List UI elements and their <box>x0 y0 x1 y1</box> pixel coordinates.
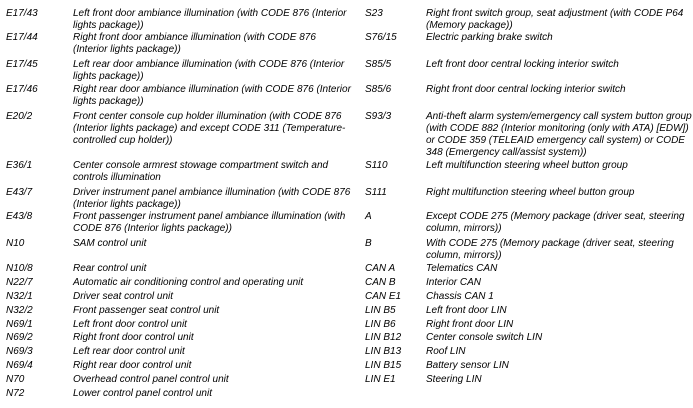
legend-code: E17/45 <box>6 59 38 70</box>
legend-code: E20/2 <box>6 111 33 122</box>
legend-description: Chassis CAN 1 <box>426 291 494 302</box>
legend-code: S23 <box>365 8 383 19</box>
legend-description: Right front door control unit <box>73 332 194 343</box>
legend-description: Lower control panel control unit <box>73 388 212 399</box>
legend-description: Steering LIN <box>426 374 482 385</box>
legend-code: CAN E1 <box>365 291 402 302</box>
legend-description: Left front door LIN <box>426 305 507 316</box>
legend-code: S111 <box>365 187 387 198</box>
legend-description: Driver instrument panel ambiance illumination (with CODE 876 (Interior lights package)) <box>73 187 351 210</box>
legend-description: Front center console cup holder illumination (with CODE 876 (Interior lights package) and except CODE 311 (Temperature-controlled cup holder)) <box>73 111 346 146</box>
legend-code: E43/7 <box>6 187 33 198</box>
legend-code: N69/2 <box>6 332 33 343</box>
legend-code: S85/6 <box>365 84 392 95</box>
legend-code: S93/3 <box>365 111 392 122</box>
legend-code: N32/2 <box>6 305 33 316</box>
legend-description: Right multifunction steering wheel button group <box>426 187 635 198</box>
legend-description: Left front door central locking interior switch <box>426 59 619 70</box>
legend-code: N10 <box>6 238 25 249</box>
legend-code: E17/46 <box>6 84 38 95</box>
legend-description: Right front door LIN <box>426 319 514 330</box>
legend-description: Anti-theft alarm system/emergency call system button group (with CODE 882 (Interior monitoring (only with ATA) [EDW]) or CODE 359 (TELEAID emergency call system) or CODE 348 (Emergency call/assist system)) <box>426 111 692 158</box>
legend-description: Rear control unit <box>73 263 147 274</box>
legend-code: CAN A <box>365 263 396 274</box>
legend-code: LIN B6 <box>365 319 396 330</box>
legend-code: LIN B15 <box>365 360 402 371</box>
legend-code: LIN B13 <box>365 346 402 357</box>
legend-description: Right front door ambiance illumination (with CODE 876 (Interior lights package)) <box>73 32 316 55</box>
legend-code: N72 <box>6 388 25 399</box>
legend-description: Right front door central locking interior switch <box>426 84 626 95</box>
legend-description: Automatic air conditioning control and operating unit <box>73 277 304 288</box>
legend-description: Right rear door ambiance illumination (with CODE 876 (Interior lights package)) <box>73 84 351 107</box>
legend-code: E17/44 <box>6 32 38 43</box>
legend-code: N69/4 <box>6 360 33 371</box>
legend-description: Right rear door control unit <box>73 360 192 371</box>
legend-code: B <box>365 238 372 249</box>
legend-description: SAM control unit <box>73 238 147 249</box>
legend-description: Center console armrest stowage compartment switch and controls illumination <box>73 160 329 183</box>
legend-description: Left front door ambiance illumination (with CODE 876 (Interior lights package)) <box>73 8 347 31</box>
legend-description: Front passenger instrument panel ambiance illumination (with CODE 876 (Interior lights package)) <box>73 211 346 234</box>
legend-description: Center console switch LIN <box>426 332 543 343</box>
legend-code: S110 <box>365 160 388 171</box>
legend-code: LIN B5 <box>365 305 396 316</box>
legend-code: N32/1 <box>6 291 33 302</box>
legend-code: LIN E1 <box>365 374 396 385</box>
legend-code: S85/5 <box>365 59 392 70</box>
legend-description: Telematics CAN <box>426 263 498 274</box>
legend-code: E43/8 <box>6 211 33 222</box>
legend-description: Left multifunction steering wheel button group <box>426 160 628 171</box>
legend-description: Battery sensor LIN <box>426 360 509 371</box>
legend-code: N69/1 <box>6 319 33 330</box>
legend-code: N22/7 <box>6 277 33 288</box>
legend-description: With CODE 275 (Memory package (driver seat, steering column, mirrors)) <box>426 238 674 261</box>
legend-description: Driver seat control unit <box>73 291 174 302</box>
legend-code: N69/3 <box>6 346 33 357</box>
legend-code: N70 <box>6 374 25 385</box>
legend-description: Overhead control panel control unit <box>73 374 229 385</box>
legend-description: Left rear door control unit <box>73 346 185 357</box>
legend-description: Roof LIN <box>426 346 466 357</box>
legend-code: S76/15 <box>365 32 397 43</box>
legend-code: A <box>365 211 372 222</box>
legend-description: Left front door control unit <box>73 319 187 330</box>
legend-code: CAN B <box>365 277 396 288</box>
legend-code: E17/43 <box>6 8 38 19</box>
legend-code: N10/8 <box>6 263 33 274</box>
legend-description: Electric parking brake switch <box>426 32 553 43</box>
legend-code: LIN B12 <box>365 332 402 343</box>
legend-description: Right front switch group, seat adjustment (with CODE P64 (Memory package)) <box>426 8 684 31</box>
legend-code: E36/1 <box>6 160 33 171</box>
legend-description: Except CODE 275 (Memory package (driver seat, steering column, mirrors)) <box>426 211 685 234</box>
legend-description: Interior CAN <box>426 277 482 288</box>
legend-description: Front passenger seat control unit <box>73 305 220 316</box>
legend-description: Left rear door ambiance illumination (with CODE 876 (Interior lights package)) <box>73 59 345 82</box>
